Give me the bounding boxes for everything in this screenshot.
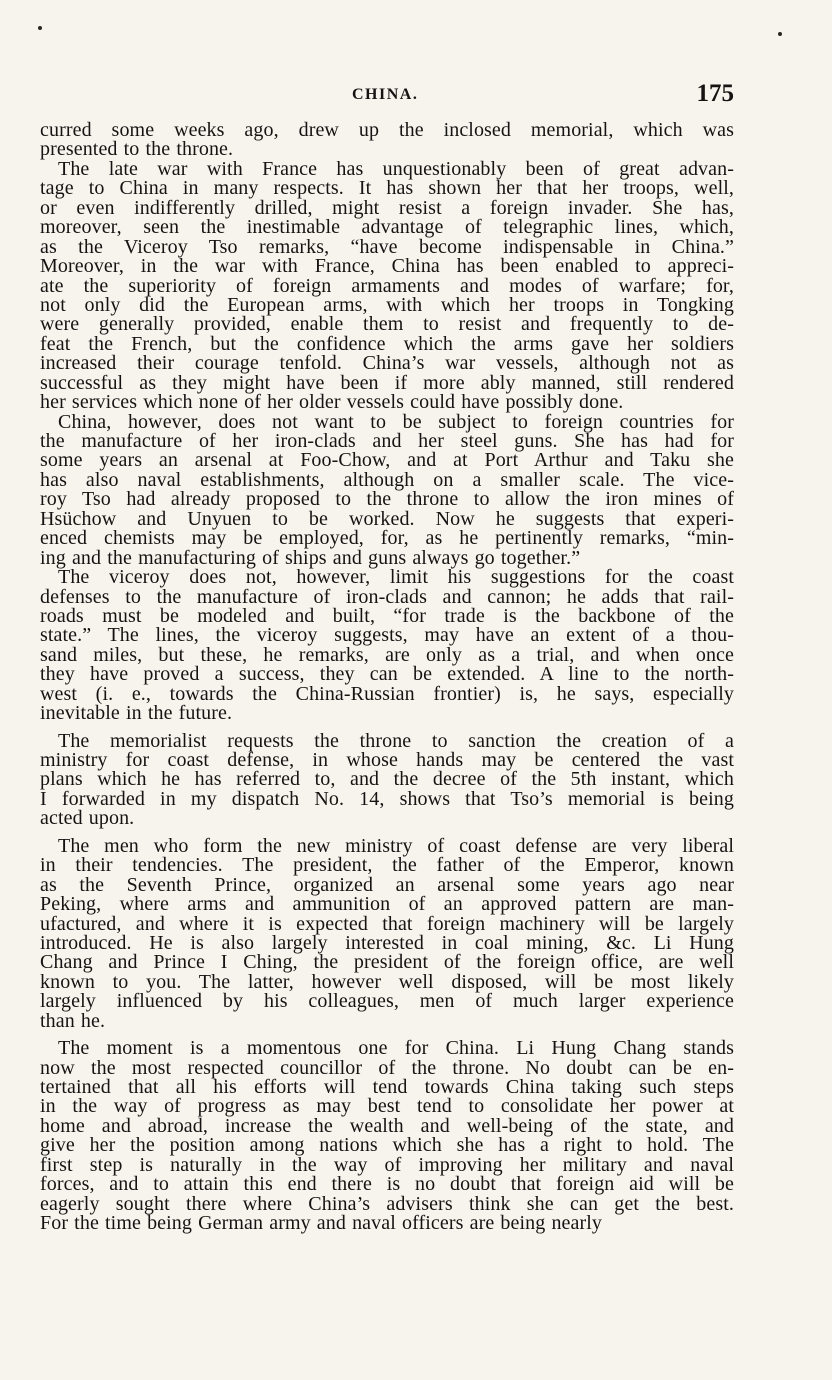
text-line: largely influenced by his colleagues, men of much larger experience [40, 990, 734, 1013]
text-line: not only did the European arms, with which her troops in Tongking [40, 293, 734, 316]
page-header [0, 80, 832, 114]
text-line: her services which none of her older vessels could have possibly done. [40, 391, 624, 414]
text-line: acted upon. [40, 807, 135, 830]
text-line: plans which he has referred to, and the decree of the 5th instant, which [40, 768, 734, 791]
text-line: in their tendencies. The president, the father of the Emperor, known [40, 854, 734, 877]
text-line: first step is naturally in the way of improving her military and naval [40, 1153, 734, 1176]
text-line: roads must be modeled and built, “for trade is the backbone of the [40, 604, 734, 627]
text-line: curred some weeks ago, drew up the inclosed memorial, which was [40, 119, 734, 141]
text-line: ufactured, and where it is expected that foreign machinery will be largely [40, 912, 734, 935]
text-line: successful as they might have been if more ably manned, still rendered [40, 371, 734, 394]
text-line: defenses to the manufacture of iron-clads and cannon; he adds that rail- [40, 585, 734, 608]
text-line: state.” The lines, the viceroy suggests, may have an extent of a thou- [40, 624, 734, 647]
text-line: Moreover, in the war with France, China has been enabled to appreci- [40, 255, 734, 278]
text-line: sand miles, but these, he remarks, are only as a trial, and when once [40, 643, 734, 666]
paragraph [40, 729, 734, 830]
text-line: feat the French, but the confidence which the arms gave her soldiers [40, 332, 734, 355]
text-line: The memorialist requests the throne to sanction the creation of a [58, 729, 734, 752]
text-line: Chang and Prince I Ching, the president of the foreign office, are well [40, 951, 734, 974]
text-line: in the way of progress as may best tend to consolidate her power at [40, 1095, 734, 1118]
paragraph [40, 834, 734, 1032]
body-text [40, 121, 734, 1234]
ink-speck [38, 26, 42, 30]
text-line: has also naval establishments, although on a smaller scale. The vice- [40, 468, 734, 491]
text-line: inevitable in the future. [40, 702, 233, 725]
text-line: were generally provided, enable them to resist and frequently to de- [40, 313, 734, 336]
paragraph [40, 568, 734, 724]
text-line: ministry for coast defense, in whose hands may be centered the vast [40, 749, 734, 771]
text-line: The viceroy does not, however, limit his suggestions for the coast [58, 566, 734, 589]
text-line: forces, and to attain this end there is no doubt that foreign aid will be [40, 1173, 734, 1196]
text-line: enced chemists may be employed, for, as he pertinently remarks, “min- [40, 527, 734, 550]
text-line: now the most respected councillor of the throne. No doubt can be en- [40, 1056, 734, 1079]
text-line: moreover, seen the inestimable advantage of telegraphic lines, which, [40, 216, 734, 239]
text-line: or even indifferently drilled, might resist a foreign invader. She has, [40, 196, 734, 219]
text-line: the manufacture of her iron-clads and her steel guns. She has had for [40, 430, 734, 452]
paragraph [40, 1039, 734, 1233]
text-line: I forwarded in my dispatch No. 14, shows that Tso’s memorial is being [40, 787, 734, 810]
paragraph [40, 121, 734, 160]
text-line: ate the superiority of foreign armaments and modes of warfare; for, [40, 274, 734, 297]
text-line: some years an arsenal at Foo-Chow, and at Port Arthur and Taku she [40, 449, 734, 472]
text-line: tertained that all his efforts will tend towards China taking such steps [40, 1076, 734, 1098]
text-line: they have proved a success, they can be extended. A line to the north- [40, 663, 734, 686]
text-line: increased their courage tenfold. China’s war vessels, although not as [40, 352, 734, 375]
text-line: ing and the manufacturing of ships and guns always go together.” [40, 546, 581, 569]
text-line: tage to China in many respects. It has shown her that her troops, well, [40, 177, 734, 200]
text-line: known to you. The latter, however well disposed, will be most likely [40, 970, 734, 993]
text-line: west (i. e., towards the China-Russian frontier) is, he says, especially [40, 682, 734, 705]
text-line: Hsüchow and Unyuen to be worked. Now he suggests that experi- [40, 507, 734, 530]
text-line: The men who form the new ministry of coast defense are very liberal [58, 834, 734, 857]
text-line: home and abroad, increase the wealth and well-being of the state, and [40, 1114, 734, 1137]
text-line: The moment is a momentous one for China. Li Hung Chang stands [58, 1037, 734, 1060]
text-line: Peking, where arms and ammunition of an approved pattern are man- [40, 893, 734, 916]
text-line: China, however, does not want to be subject to foreign countries for [58, 410, 734, 433]
text-line: The late war with France has unquestionably been of great advan- [58, 157, 734, 180]
text-line: roy Tso had already proposed to the throne to allow the iron mines of [40, 488, 734, 511]
text-line: than he. [40, 1009, 106, 1032]
text-line: as the Seventh Prince, organized an arsenal some years ago near [40, 873, 734, 896]
text-line: For the time being German army and naval officers are being nearly [40, 1212, 603, 1235]
text-line: introduced. He is also largely interested in coal mining, &c. Li Hung [40, 931, 734, 954]
paragraph [40, 157, 734, 414]
text-line: give her the position among nations which she has a right to hold. The [40, 1134, 734, 1157]
page-number: 175 [696, 80, 734, 107]
paragraph [40, 410, 734, 569]
text-line: as the Viceroy Tso remarks, “have become indispensable in China.” [40, 235, 734, 258]
text-line: presented to the throne. [40, 138, 234, 161]
running-title: CHINA. [352, 86, 419, 103]
ink-speck [778, 32, 782, 36]
text-line: eagerly sought there where China’s advisers think she can get the best. [40, 1192, 734, 1215]
